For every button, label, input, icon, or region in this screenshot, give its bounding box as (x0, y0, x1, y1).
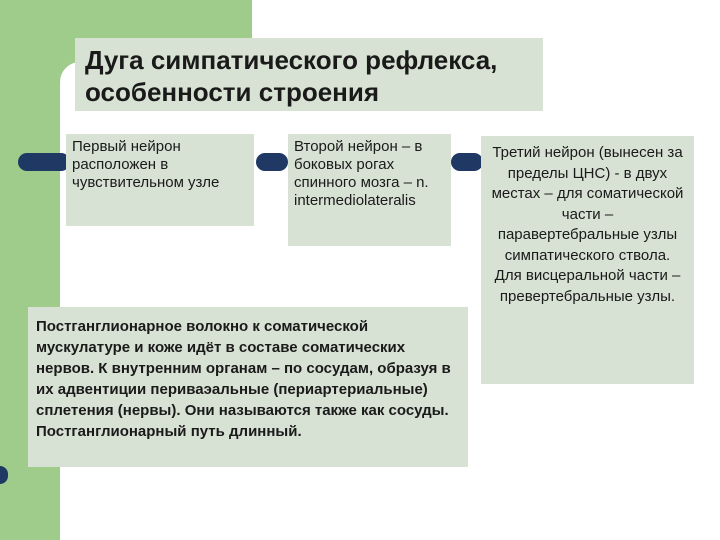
connector-bar-first (18, 153, 70, 171)
slide-title-line-1: Дуга симпатического рефлекса, (85, 45, 498, 75)
first-neuron-box: Первый нейрон расположен в чувствительном узле (66, 134, 254, 226)
slide-title-line-2: особенности строения (85, 77, 380, 107)
connector-bar-third (451, 153, 483, 171)
second-neuron-box: Второй нейрон – в боковых рогах спинного мозга – n. intermediolateralis (288, 134, 451, 246)
slide-title (75, 38, 543, 111)
postganglionic-fiber-box: Постганглионарное волокно к соматической мускулатуре и коже идёт в составе соматических нервов. К внутренним органам – по сосудам, образуя в их адвентиции периваэальные (периартериальные) сплетения (нервы). Они называются также как сосуды. Постганглионарный путь длинный. (28, 307, 468, 467)
connector-bar-second (256, 153, 288, 171)
third-neuron-box: Третий нейрон (вынесен за пределы ЦНС) - в двух местах – для соматической части – паравертебральные узлы симпатического ствола. Для висцеральной части – превертебральные узлы. (481, 136, 694, 384)
